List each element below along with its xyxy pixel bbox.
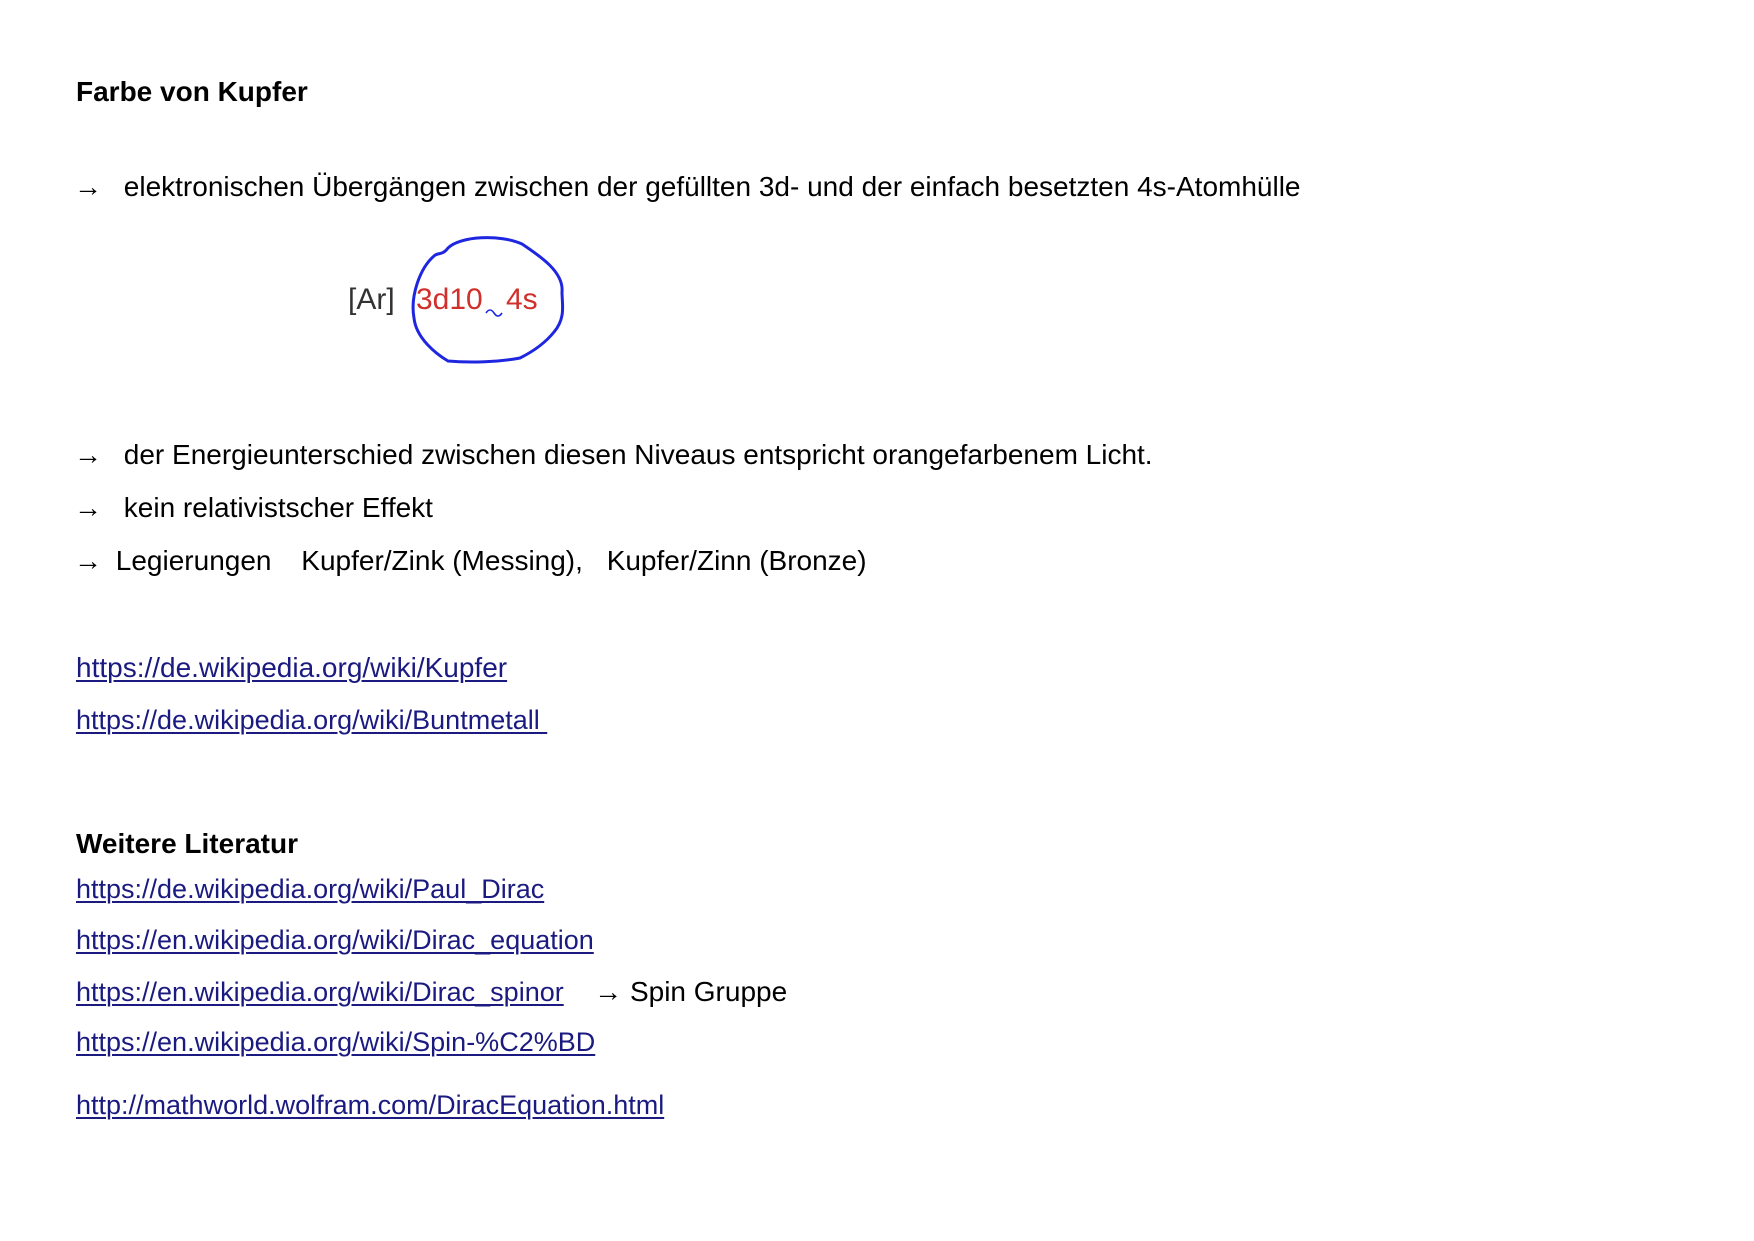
bullet-text: elektronischen Übergängen zwischen der gefüllten 3d- und der einfach besetzten 4s-Atomhülle <box>123 171 1301 202</box>
right-arrow-icon: → <box>74 439 102 470</box>
config-3d-label: 3d10 <box>416 283 483 316</box>
link-wiki-spin-half[interactable]: https://en.wikipedia.org/wiki/Spin-%C2%BD <box>76 1027 596 1057</box>
bullet-text: der Energieunterschied zwischen diesen Niveaus entspricht orangefarbenem Licht. <box>123 439 1153 470</box>
config-core-label: [Ar] <box>348 283 395 316</box>
spin-gruppe-note: → Spin Gruppe <box>594 976 788 1007</box>
alloy-bronze: Kupfer/Zinn (Bronze) <box>606 545 867 576</box>
link-wiki-dirac-spinor[interactable]: https://en.wikipedia.org/wiki/Dirac_spinor <box>76 977 564 1007</box>
link-wiki-kupfer[interactable]: https://de.wikipedia.org/wiki/Kupfer <box>76 652 508 683</box>
bullet-text: kein relativistscher Effekt <box>123 492 433 523</box>
link-mathworld-dirac-equation[interactable]: http://mathworld.wolfram.com/DiracEquation.html <box>76 1090 665 1120</box>
bullet-line-relativistisch <box>74 494 433 522</box>
config-4s-label: 4s <box>506 283 538 316</box>
bullet-line-energieunterschied <box>74 441 1153 469</box>
link-wiki-dirac-equation[interactable]: https://en.wikipedia.org/wiki/Dirac_equation <box>76 925 594 955</box>
section-title-weitere-literatur: Weitere Literatur <box>76 828 298 859</box>
right-arrow-icon: → <box>74 545 102 576</box>
link-wiki-paul-dirac[interactable]: https://de.wikipedia.org/wiki/Paul_Dirac <box>76 874 545 904</box>
bullet-line-legierungen <box>74 547 867 575</box>
link-wiki-buntmetall[interactable]: https://de.wikipedia.org/wiki/Buntmetall <box>76 705 548 735</box>
spinor-line <box>76 978 787 1006</box>
bullet-line-uebergaenge <box>74 173 1301 201</box>
section-title-farbe-von-kupfer: Farbe von Kupfer <box>76 76 308 107</box>
right-arrow-icon: → <box>74 492 102 523</box>
legierungen-label: Legierungen <box>115 545 272 576</box>
squiggle-mark-icon <box>486 310 502 316</box>
right-arrow-icon: → <box>74 171 102 202</box>
alloy-messing: Kupfer/Zink (Messing), <box>301 545 583 576</box>
electron-configuration-figure <box>340 228 580 368</box>
